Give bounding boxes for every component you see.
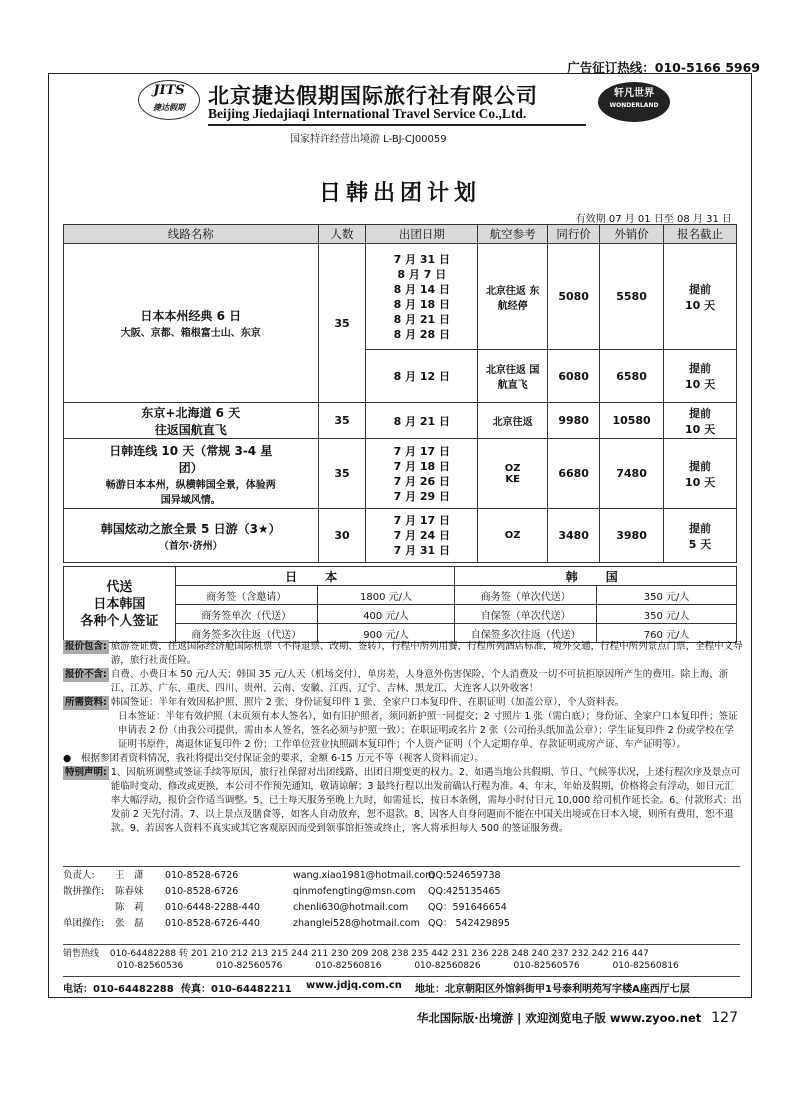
airline-cell: OZ [478,509,548,563]
airline-cell: 北京往返 [478,403,548,439]
date: 7 月 24 日 [393,529,451,542]
people-cell: 35 [318,244,366,403]
peer-price-cell: 6680 [548,439,600,509]
route-name: 东京+北海道 6 天 [141,405,241,420]
route-sub: 往返国航直飞 [154,422,227,437]
name-underline [208,124,586,126]
ad-hotline: 广告征订热线：010-5166 5969 [567,60,760,75]
note-text: 1、因航班调整或签证手续等原因，旅行社保留对出团线路、出团日期变更的权力。2、如遇当地公共假期、节日、气候等状况，上述行程次序及景点可能临时变动、修改或更换，本公司不作预先通知，敬请谅解；3 最终行程以出发前确认行程为准。4、年末，年始及假期，价格将会有浮动，如日元汇率大幅浮动，报价会作适当调整。5、已士每天服务至晚上九时，如需延长，按日本条例，需每小时付日元 10,000 给司机作延长金。6、付款形式：出发前 2 天先付清。7、以上景点及膳食等，如客人自动放弃，恕不退款。8、因客人自身问题而不能在中国关出境或在日本入境，则所有费用，恕不退款。9、若因客人资料不真实或其它客观原因而受到领事馆拒签或终止，客人将承担每人 500 的签证服务费。 [110,767,742,834]
contact-email[interactable]: qinmofengting@msn.com [293,886,416,897]
sales-number: 010-82560816 [315,961,382,971]
page-title: 日韩出团计划 [318,181,481,206]
sales-number: 010-82560826 [414,961,481,971]
company-logo [138,80,200,120]
footer-tel: 电话：010-64482288 [63,984,174,995]
route-sub: （首尔·济州） [158,540,223,552]
table-header-row [64,225,737,244]
note-text: 根据参团者资料情况，我社将提出交付保证金的要求，金额 6-15 万元不等（视客人资料而定）。 [81,753,484,764]
date: 7 月 17 日 [393,444,451,458]
note-deposit [63,752,743,766]
col-header: 报名截止 [664,225,737,244]
retail-price-cell: 7480 [600,439,664,509]
sales-number: 010-82560816 [612,961,679,971]
route-name-cell [64,509,319,563]
sales-numbers: 010-64482288 转 201 210 212 213 215 244 211 230 209 208 238 235 442 231 236 228 248 240 237 232 242 216 447 [109,949,649,959]
footer-fax: 传真：010-64482211 [181,984,292,995]
sales-hotline [63,948,679,972]
page-number: 127 [711,1010,738,1026]
people-cell: 35 [318,403,366,439]
contact-email[interactable]: wang.xiao1981@hotmail.com [293,870,435,881]
retail-price-cell: 5580 [600,244,664,350]
route-sub: 畅游日本本州，纵横韩国全景，体验两国异域风情。 [105,479,276,506]
people-cell: 35 [318,439,366,509]
route-name: 日韩连线 10 天（常规 3-4 星团） [109,443,273,475]
tour-schedule-table [63,224,737,563]
people-cell: 30 [318,509,366,563]
peer-price-cell: 9980 [548,403,600,439]
route-name: 日本本州经典 6 日 [140,309,242,323]
footer-address: 地址：北京朝阳区外馆斜街甲1号泰利明苑写字楼A座西厅七层 [415,984,690,995]
table-row [64,509,737,563]
peer-price-cell: 6080 [548,350,600,403]
contact-role: 单团操作: [63,918,105,929]
bullet-icon: ● [63,753,72,764]
contact-qq: QQ：591646654 [428,902,507,913]
peer-price-cell: 5080 [548,244,600,350]
sales-line [63,948,679,960]
note-text: 旅游签证费，往返国际经济舱国际机票（不得退票、改期、签转），行程中所列用餐，行程所列酒店标准，境外交通，行程中所列景点门票，全程中文导游，旅行社责任险。 [110,641,743,666]
contact-qq: QQ:524659738 [428,870,501,881]
airline-cell: 北京往返 国航直飞 [478,350,548,403]
contact-row [63,884,743,900]
contact-email[interactable]: zhanglei528@hotmail.com [293,918,420,929]
korea-header: 韩 国 [455,567,737,586]
col-header: 线路名称 [64,225,319,244]
note-special [63,766,743,836]
route-name-cell [64,403,319,439]
jp-visa-price: 1800 元/人 [317,586,455,605]
contacts-list [63,868,743,932]
contact-email[interactable]: chenli630@hotmail.com [293,902,409,913]
date: 7 月 29 日 [393,489,451,503]
col-header: 出团日期 [366,225,478,244]
jp-visa-item: 商务签单次（代送） [175,605,317,624]
sales-line [63,960,679,972]
divider [63,866,740,867]
retail-price-cell: 10580 [600,403,664,439]
jp-visa-item: 商务签多次往返（代送） [175,624,317,643]
contact-role: 散拼操作: [63,886,105,897]
date: 7 月 18 日 [393,459,451,473]
visa-label: 代送 [106,580,133,595]
company-name-en: Beijing Jiedajiaqi International Travel Service Co.,Ltd. [208,106,527,121]
deadline-cell: 提前 10 天 [664,403,737,439]
contact-phone: 010-8528-6726-440 [165,918,260,929]
date: 8 月 28 日 [393,327,451,341]
note-include [63,640,743,668]
note-docs-japan: 日本签证：半年有效护照（末页须有本人签名），如有旧护照者，须同新护照一同提交；2 寸照片 1 张（需白底）；身份证、全家户口本复印件；签证申请表 2 份（由我公司提供，需由本人签名，签名必须与护照一致）；在职证明或名片 2 张（公司抬头纸加盖公章）；学生证复印件 2 份或学校在学证明书原件，离退休证复印件 2 份；工作单位营业执照副本复印件；个人资产证明（个人定期存单、存款证明或房产证、车产证明等）。 [118,711,738,750]
kr-visa-item: 自保签（单次代送） [455,605,597,624]
visa-label: 日本韩国 [93,597,146,612]
table-row [64,439,737,509]
airline-cell: OZ KE [478,439,548,509]
sales-number: 010-82560576 [513,961,580,971]
col-header: 外销价 [600,225,664,244]
visa-header-row [64,567,737,586]
partner-badge [598,82,670,122]
visa-price-table [63,566,737,643]
contact-phone: 010-8528-6726 [165,870,239,881]
logo-subtext: 捷达假期 [153,102,185,112]
dates-cell: 8 月 12 日 [366,350,478,403]
badge-text: 轩凡世界 [614,88,654,99]
contact-name: 陈春妹 [115,886,144,897]
deadline-cell: 提前 10 天 [664,350,737,403]
route-name-cell [64,439,319,509]
contact-name: 王 潇 [115,870,144,881]
contact-phone: 010-6448-2288-440 [165,902,260,913]
contact-name: 张 磊 [115,918,144,929]
deadline-cell: 提前 10 天 [664,439,737,509]
divider [63,944,740,945]
col-header: 人数 [318,225,366,244]
validity-period: 有效期 07 月 01 日至 08 月 31 日 [575,214,732,225]
date: 8 月 14 日 [393,282,451,296]
footer-website[interactable]: www.jdjq.com.cn [306,980,402,991]
contact-footer [63,980,740,996]
note-tag: 报价包含: [65,641,107,652]
note-exclude [63,668,743,696]
note-tag: 报价不含: [65,669,107,680]
retail-price-cell: 6580 [600,350,664,403]
table-row [64,403,737,439]
sales-number: 010-82560576 [216,961,283,971]
contact-qq: QQ： 542429895 [428,918,510,929]
deadline-cell: 提前 5 天 [664,509,737,563]
page-footer [417,1010,738,1026]
date: 7 月 31 日 [393,544,451,557]
airline-cell: 北京往返 东航经停 [478,244,548,350]
visa-label: 各种个人签证 [80,614,159,629]
date: 7 月 26 日 [393,474,451,488]
kr-visa-price: 760 元/人 [597,624,737,643]
col-header: 航空参考 [478,225,548,244]
license-number: 国家特许经营出境游 L-BJ-CJ00059 [290,134,447,145]
dates-cell [366,244,478,350]
contact-row [63,900,743,916]
note-tag: 所需资料: [65,697,107,708]
retail-price-cell: 3980 [600,509,664,563]
company-name-cn: 北京捷达假期国际旅行社有限公司 [208,84,538,108]
kr-visa-item: 自保签多次往返（代送） [455,624,597,643]
route-name-cell [64,244,319,403]
note-docs [63,696,743,710]
kr-visa-price: 350 元/人 [597,605,737,624]
sales-number: 010-82560536 [117,961,184,971]
dates-cell: 8 月 21 日 [366,403,478,439]
date: 8 月 18 日 [393,297,451,311]
route-sub: 大阪、京都、箱根富士山、东京 [120,328,261,339]
note-text: 韩国签证：半年有效因私护照、照片 2 张、身份证复印件 1 张、全家户口本复印件、在职证明（加盖公章），个人资料表。 [110,697,625,708]
date: 8 月 21 日 [393,312,451,326]
contact-name: 陈 莉 [115,902,144,913]
page-footer-text: 华北国际版·出境游 | 欢迎浏览电子版 www.zyoo.net [416,1011,702,1025]
contact-row [63,868,743,884]
date: 7 月 31 日 [393,252,451,266]
divider [63,976,740,977]
deadline-cell: 提前 10 天 [664,244,737,350]
contact-row [63,916,743,932]
badge-text-en: WONDERLAND [609,102,659,109]
kr-visa-item: 商务签（单次代送） [455,586,597,605]
jp-visa-item: 商务签（含邀请） [175,586,317,605]
col-header: 同行价 [548,225,600,244]
jp-visa-price: 900 元/人 [317,624,455,643]
table-row [64,244,737,350]
contact-qq: QQ:425135465 [428,886,501,897]
dates-cell [366,509,478,563]
date: 8 月 7 日 [397,267,447,281]
route-name: 韩国炫动之旅全景 5 日游（3★） [100,521,281,536]
jp-visa-price: 400 元/人 [317,605,455,624]
japan-header: 日 本 [175,567,455,586]
sales-label: 销售热线 [63,949,100,959]
contact-phone: 010-8528-6726 [165,886,239,897]
note-tag: 特别声明: [65,767,107,778]
date: 7 月 17 日 [393,514,451,527]
visa-label-cell [64,567,176,643]
terms-section [63,640,743,836]
contact-role: 负责人: [63,870,95,881]
dates-cell [366,439,478,509]
peer-price-cell: 3480 [548,509,600,563]
note-text: 自费、小费日本 50 元/人天；韩国 35 元/人天（机场交付），单房差，人身意外伤害保险，个人消费及一切不可抗拒原因所产生的费用。除上海、浙江、江苏、广东、重庆、四川、贵州、云南、安徽、江西、辽宁、吉林、黑龙江、大连客人以外收客！ [110,669,729,694]
kr-visa-price: 350 元/人 [597,586,737,605]
logo-text: JITS [153,83,185,98]
